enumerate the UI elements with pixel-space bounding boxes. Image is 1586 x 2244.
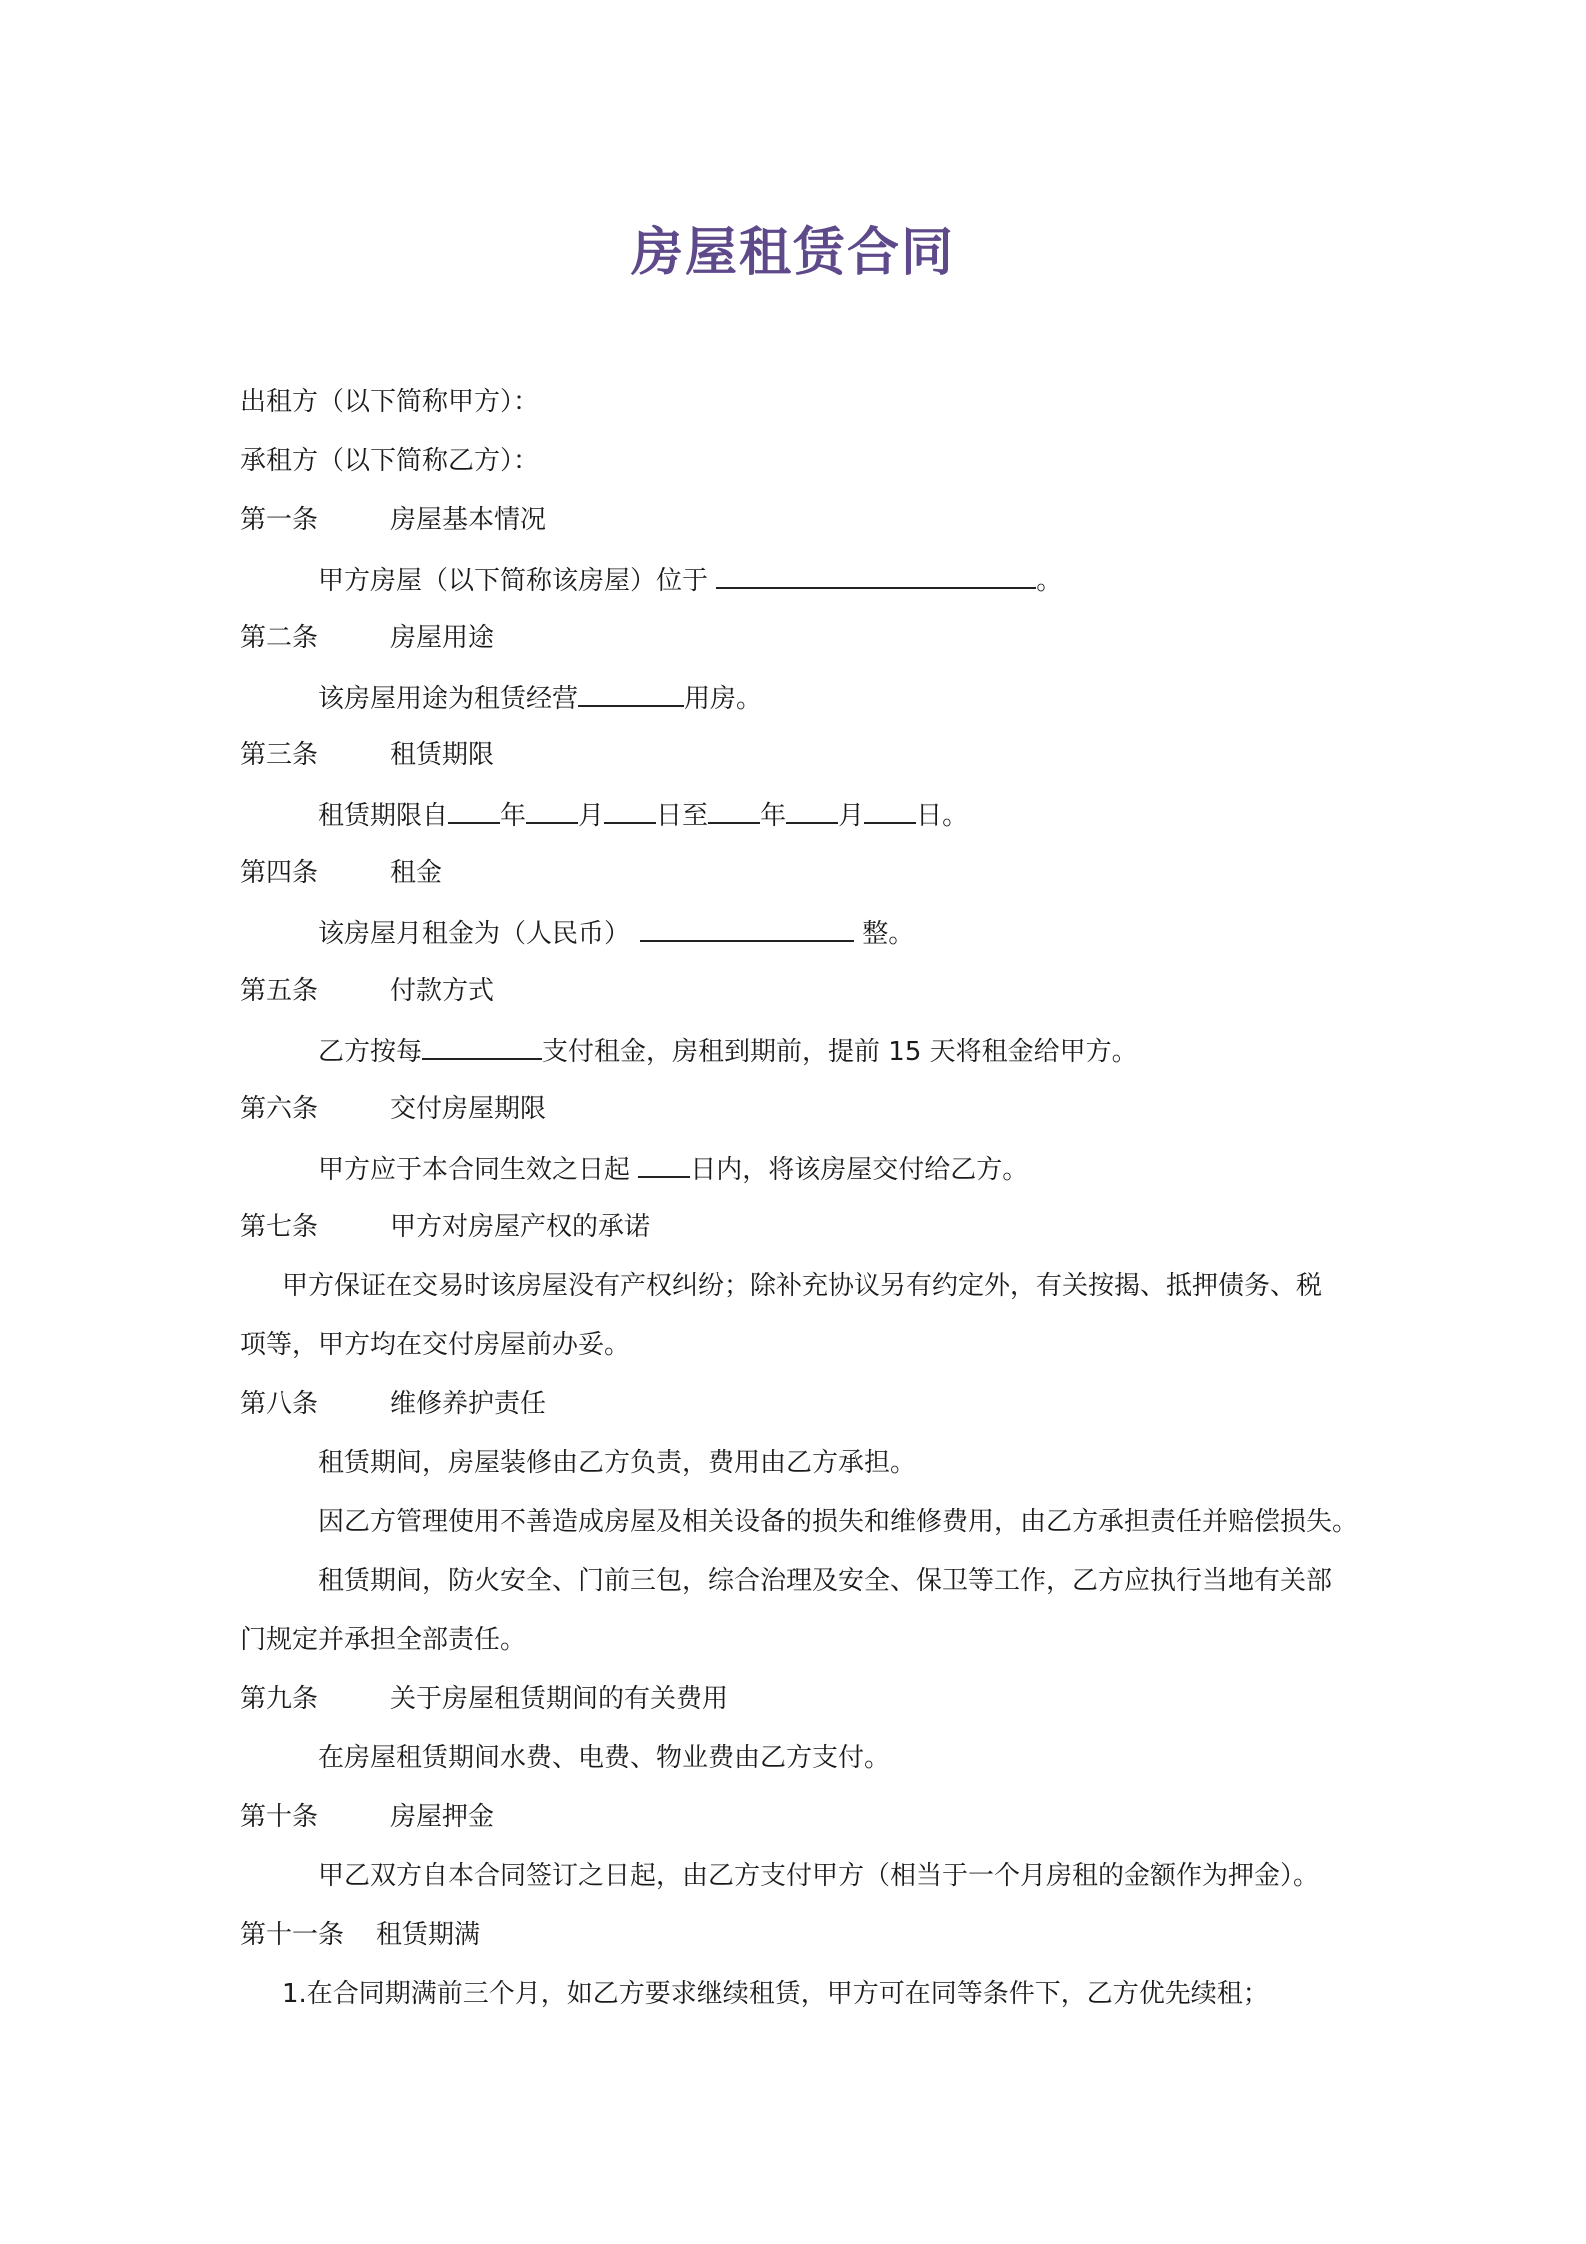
article-8-paragraph-3-line1: 租赁期间，防火安全、门前三包，综合治理及安全、保卫等工作，乙方应执行当地有关部: [318, 1566, 1333, 1596]
article-title: 租赁期限: [390, 740, 495, 770]
article-2-heading: [240, 620, 494, 656]
article-2-text: [318, 679, 762, 717]
rent-amount-blank[interactable]: [640, 914, 854, 942]
article-11-heading: [240, 1917, 480, 1953]
article-title: 房屋用途: [390, 623, 495, 653]
article-number: 第七条: [240, 1212, 319, 1242]
article-8-paragraph-1: 租赁期间，房屋装修由乙方负责，费用由乙方承担。: [318, 1448, 917, 1478]
party-b-line: 承租方（以下简称乙方）：: [240, 446, 540, 476]
text-segment: 支付租金，房租到期前，提前 15 天将租金给甲方。: [542, 1037, 1138, 1067]
article-title: 租金: [390, 858, 443, 888]
article-number: 第九条: [240, 1684, 319, 1714]
text-segment: 乙方按每: [318, 1037, 423, 1067]
start-day-blank[interactable]: [604, 796, 656, 824]
text-segment: 日至: [656, 801, 709, 831]
article-6-heading: [240, 1091, 546, 1127]
text-segment: 用房。: [684, 684, 763, 714]
article-8-paragraph-3-line2: 门规定并承担全部责任。: [240, 1625, 527, 1655]
text-segment: 月: [578, 801, 605, 831]
article-4-text: [318, 914, 914, 952]
article-3-heading: [240, 737, 494, 773]
article-6-text: [318, 1150, 1028, 1188]
text-segment: 甲方应于本合同生效之日起: [318, 1155, 639, 1185]
article-title: 关于房屋租赁期间的有关费用: [390, 1684, 729, 1714]
delivery-days-blank[interactable]: [638, 1150, 690, 1178]
article-3-text: [318, 796, 968, 834]
article-7-text-line2: 项等，甲方均在交付房屋前办妥。: [240, 1330, 631, 1360]
article-number: 第四条: [240, 858, 319, 888]
text-segment: 日。: [916, 801, 969, 831]
article-number: 第五条: [240, 976, 319, 1006]
article-4-heading: [240, 855, 442, 891]
article-title: 房屋基本情况: [390, 505, 547, 535]
end-month-blank[interactable]: [786, 796, 838, 824]
article-7-text-line1: 甲方保证在交易时该房屋没有产权纠纷；除补充协议另有约定外，有关按揭、抵押债务、税: [282, 1271, 1323, 1301]
party-a-line: 出租方（以下简称甲方）：: [240, 387, 540, 417]
text-segment: 年: [500, 801, 527, 831]
text-segment: 月: [838, 801, 865, 831]
article-10-heading: [240, 1799, 494, 1835]
document-title: 房屋租赁合同: [630, 223, 955, 283]
usage-blank[interactable]: [578, 679, 684, 707]
article-11-paragraph: 1.在合同期满前三个月，如乙方要求继续租赁，甲方可在同等条件下，乙方优先续租；: [282, 1979, 1269, 2009]
article-number: 第八条: [240, 1389, 319, 1419]
article-1-text: [318, 561, 1062, 599]
text-segment: 。: [1036, 566, 1063, 596]
article-title: 交付房屋期限: [390, 1094, 547, 1124]
article-title: 付款方式: [390, 976, 495, 1006]
article-1-heading: [240, 502, 546, 538]
article-title: 房屋押金: [390, 1802, 495, 1832]
article-number: 第二条: [240, 623, 319, 653]
article-10-paragraph: 甲乙双方自本合同签订之日起，由乙方支付甲方（相当于一个月房租的金额作为押金）。: [318, 1861, 1320, 1891]
text-segment: 年: [760, 801, 787, 831]
text-segment: 该房屋月租金为（人民币）: [318, 919, 631, 949]
text-segment: 日内，将该房屋交付给乙方。: [690, 1155, 1029, 1185]
article-number: 第六条: [240, 1094, 319, 1124]
text-segment: 甲方房屋（以下简称该房屋）位于: [318, 566, 717, 596]
text-segment: 该房屋用途为租赁经营: [318, 684, 579, 714]
article-title: 甲方对房屋产权的承诺: [390, 1212, 651, 1242]
text-segment: 租赁期限自: [318, 801, 449, 831]
article-title: 租赁期满: [376, 1920, 481, 1950]
end-year-blank[interactable]: [708, 796, 760, 824]
article-9-heading: [240, 1681, 728, 1717]
article-8-heading: [240, 1386, 546, 1422]
article-number: 第十条: [240, 1802, 319, 1832]
location-blank[interactable]: [716, 561, 1036, 589]
start-month-blank[interactable]: [526, 796, 578, 824]
article-number: 第三条: [240, 740, 319, 770]
start-year-blank[interactable]: [448, 796, 500, 824]
article-7-heading: [240, 1209, 650, 1245]
end-day-blank[interactable]: [864, 796, 916, 824]
article-5-heading: [240, 973, 494, 1009]
payment-period-blank[interactable]: [422, 1032, 542, 1060]
article-5-text: [318, 1032, 1138, 1070]
article-8-paragraph-2: 因乙方管理使用不善造成房屋及相关设备的损失和维修费用，由乙方承担责任并赔偿损失。: [318, 1507, 1359, 1537]
article-title: 维修养护责任: [390, 1389, 547, 1419]
article-number: 第十一条: [240, 1920, 345, 1950]
article-number: 第一条: [240, 505, 319, 535]
text-segment: 整。: [854, 919, 915, 949]
article-9-paragraph: 在房屋租赁期间水费、电费、物业费由乙方支付。: [318, 1743, 891, 1773]
